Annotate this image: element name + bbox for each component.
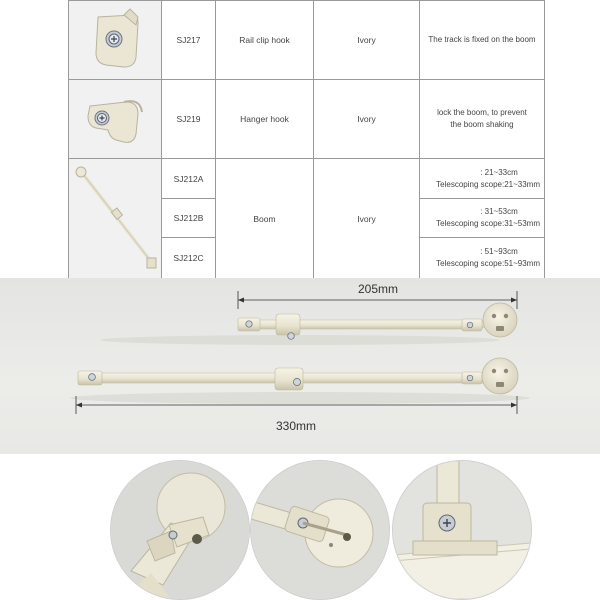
rail-clip-hook-photo	[69, 1, 162, 80]
closeup-section	[0, 454, 600, 600]
name-cell: Boom	[216, 159, 314, 279]
note-line: the boom shaking	[450, 120, 514, 129]
note-cell	[420, 199, 545, 238]
hanger-hook-closeup	[110, 460, 250, 600]
color-cell: Ivory	[314, 1, 420, 80]
short-boom-length: 205mm	[358, 282, 399, 296]
color-cell: Ivory	[314, 80, 420, 159]
code-cell: SJ212C	[162, 238, 216, 279]
spec-table	[68, 0, 545, 279]
code-cell: SJ212A	[162, 159, 216, 199]
note-cell	[420, 159, 545, 199]
name-cell: Hanger hook	[216, 80, 314, 159]
dimension-photo	[0, 278, 600, 454]
long-boom-length: 330mm	[276, 419, 317, 433]
rail-clip-closeup	[392, 460, 532, 600]
telescoping-scope: Telescoping scope:51~93mm	[436, 259, 540, 268]
code-cell: SJ217	[162, 1, 216, 80]
code-cell: SJ212B	[162, 199, 216, 238]
telescoping-scope: Telescoping scope:21~33mm	[436, 179, 540, 189]
boom-photo	[69, 159, 162, 279]
code-cell: SJ219	[162, 80, 216, 159]
note-cell: The track is fixed on the boom	[420, 1, 545, 80]
color-cell: Ivory	[314, 159, 420, 279]
short-boom	[100, 303, 517, 345]
table-row	[69, 80, 545, 159]
length-range: : 31~53cm	[480, 207, 518, 216]
boom-joint-closeup	[250, 460, 390, 600]
name-cell: Rail clip hook	[216, 1, 314, 80]
length-range: : 51~93cm	[480, 247, 518, 256]
table-row	[69, 1, 545, 80]
hanger-hook-photo	[69, 80, 162, 159]
note-cell	[420, 238, 545, 279]
table-row	[69, 159, 545, 199]
note-line: lock the boom, to prevent	[437, 108, 527, 117]
long-boom	[70, 358, 530, 404]
note-cell	[420, 80, 545, 159]
length-range: : 21~33cm	[480, 167, 518, 177]
telescoping-scope: Telescoping scope:31~53mm	[436, 219, 540, 228]
